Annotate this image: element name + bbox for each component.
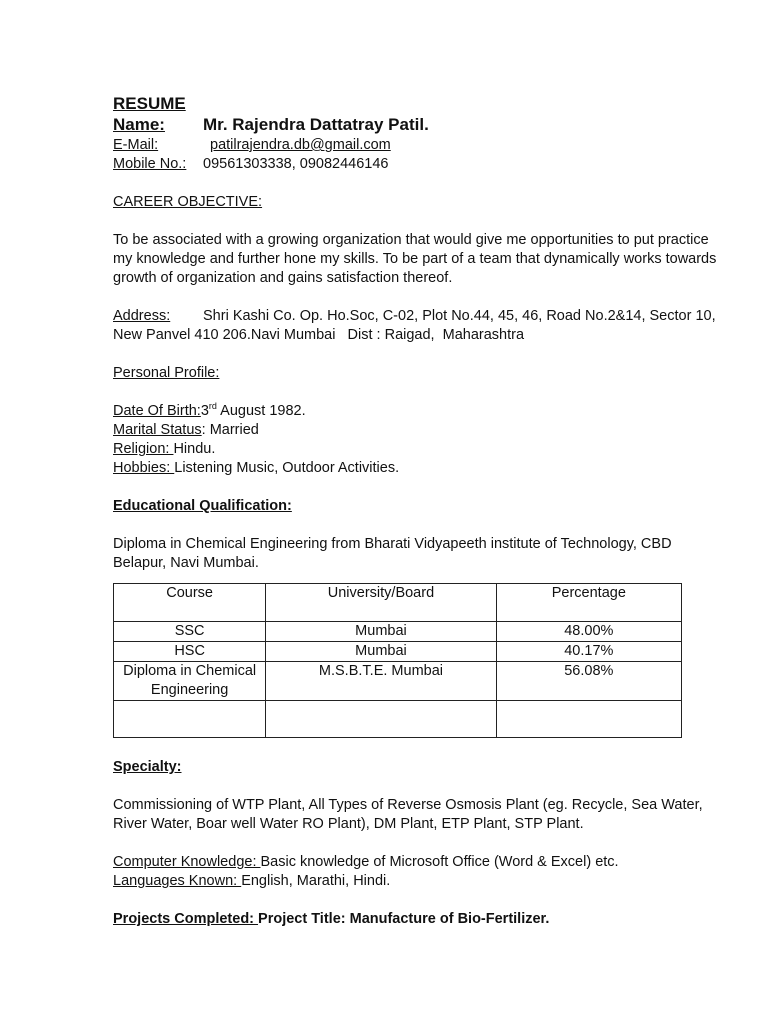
computer-knowledge-row xyxy=(113,853,723,872)
email-label: E-Mail: xyxy=(113,137,159,153)
address-label: Address: xyxy=(113,308,171,324)
specialty-heading: Specialty: xyxy=(113,759,182,775)
name-row xyxy=(113,114,723,136)
career-objective-heading: CAREER OBJECTIVE: xyxy=(113,194,263,210)
table-cell xyxy=(114,701,266,738)
table-header-cell: University/Board xyxy=(266,584,496,622)
religion-row xyxy=(113,440,723,459)
marital-label: Marital Status xyxy=(113,422,202,438)
dob-row xyxy=(113,402,723,421)
table-cell: 56.08% xyxy=(496,662,681,701)
table-cell: Mumbai xyxy=(266,622,496,642)
mobile-row xyxy=(113,155,723,174)
mobile-value: 09561303338, 09082446146 xyxy=(203,156,389,172)
education-text: Diploma in Chemical Engineering from Bharati Vidyapeeth institute of Technology, CBD Belapur, Navi Mumbai. xyxy=(113,536,672,571)
mobile-label: Mobile No.: xyxy=(113,156,187,172)
email-link[interactable]: patilrajendra.db@gmail.com xyxy=(210,137,391,153)
hobbies-row xyxy=(113,459,723,478)
specialty-text: Commissioning of WTP Plant, All Types of Reverse Osmosis Plant (eg. Recycle, Sea Water, River Water, Boar well Water RO Plant), DM Plant, ETP Plant, STP Plant. xyxy=(113,797,703,832)
projects-value: Project Title: Manufacture of Bio-Fertilizer. xyxy=(258,911,550,927)
languages-row xyxy=(113,872,723,891)
languages-value: English, Marathi, Hindi. xyxy=(241,873,391,889)
table-cell: 40.17% xyxy=(496,642,681,662)
religion-value: Hindu. xyxy=(173,441,216,457)
address-value-line-2: New Panvel 410 206.Navi Mumbai Dist : Raigad, Maharashtra xyxy=(113,327,525,343)
dob-rest: August 1982. xyxy=(216,403,306,419)
languages-label: Languages Known: xyxy=(113,873,242,889)
name-label: Name: xyxy=(113,115,165,134)
religion-label: Religion: xyxy=(113,441,174,457)
address-value-line-1: Shri Kashi Co. Op. Ho.Soc, C-02, Plot No.44, 45, 46, Road No.2&14, Sector 10, xyxy=(203,308,716,324)
table-row xyxy=(114,642,682,662)
table-row xyxy=(114,662,682,701)
dob-suffix: rd xyxy=(208,401,217,412)
resume-title: RESUME xyxy=(113,94,186,113)
career-objective-text: To be associated with a growing organization that would give me opportunities to put practice my knowledge and further hone my skills. To be part of a team that dynamically works towards growth of organization and gains satisfaction thereof. xyxy=(113,232,717,286)
computer-knowledge-value: Basic knowledge of Microsoft Office (Word & Excel) etc. xyxy=(260,854,619,870)
table-cell xyxy=(266,701,496,738)
table-empty-row xyxy=(114,701,682,738)
table-cell: Diploma in Chemical Engineering xyxy=(114,662,266,701)
projects-row xyxy=(113,910,723,929)
education-table xyxy=(113,583,682,738)
marital-row xyxy=(113,421,723,440)
address-line-1 xyxy=(113,307,723,326)
dob-day: 3 xyxy=(200,403,209,419)
projects-label: Projects Completed: xyxy=(113,911,259,927)
table-header-row xyxy=(114,584,682,622)
table-cell: HSC xyxy=(114,642,266,662)
hobbies-label: Hobbies: xyxy=(113,460,175,476)
table-header-cell: Course xyxy=(114,584,266,622)
name-value: Mr. Rajendra Dattatray Patil. xyxy=(203,115,429,134)
table-cell xyxy=(496,701,681,738)
table-cell: 48.00% xyxy=(496,622,681,642)
table-row xyxy=(114,622,682,642)
table-cell: M.S.B.T.E. Mumbai xyxy=(266,662,496,701)
email-row xyxy=(113,136,723,155)
table-cell: Mumbai xyxy=(266,642,496,662)
hobbies-value: Listening Music, Outdoor Activities. xyxy=(174,460,400,476)
computer-knowledge-label: Computer Knowledge: xyxy=(113,854,261,870)
resume-page xyxy=(113,94,723,929)
marital-value: : Married xyxy=(201,422,259,438)
table-cell: SSC xyxy=(114,622,266,642)
dob-label: Date Of Birth: xyxy=(113,403,201,419)
education-heading: Educational Qualification: xyxy=(113,498,292,514)
table-header-cell: Percentage xyxy=(496,584,681,622)
personal-profile-heading: Personal Profile: xyxy=(113,365,220,381)
